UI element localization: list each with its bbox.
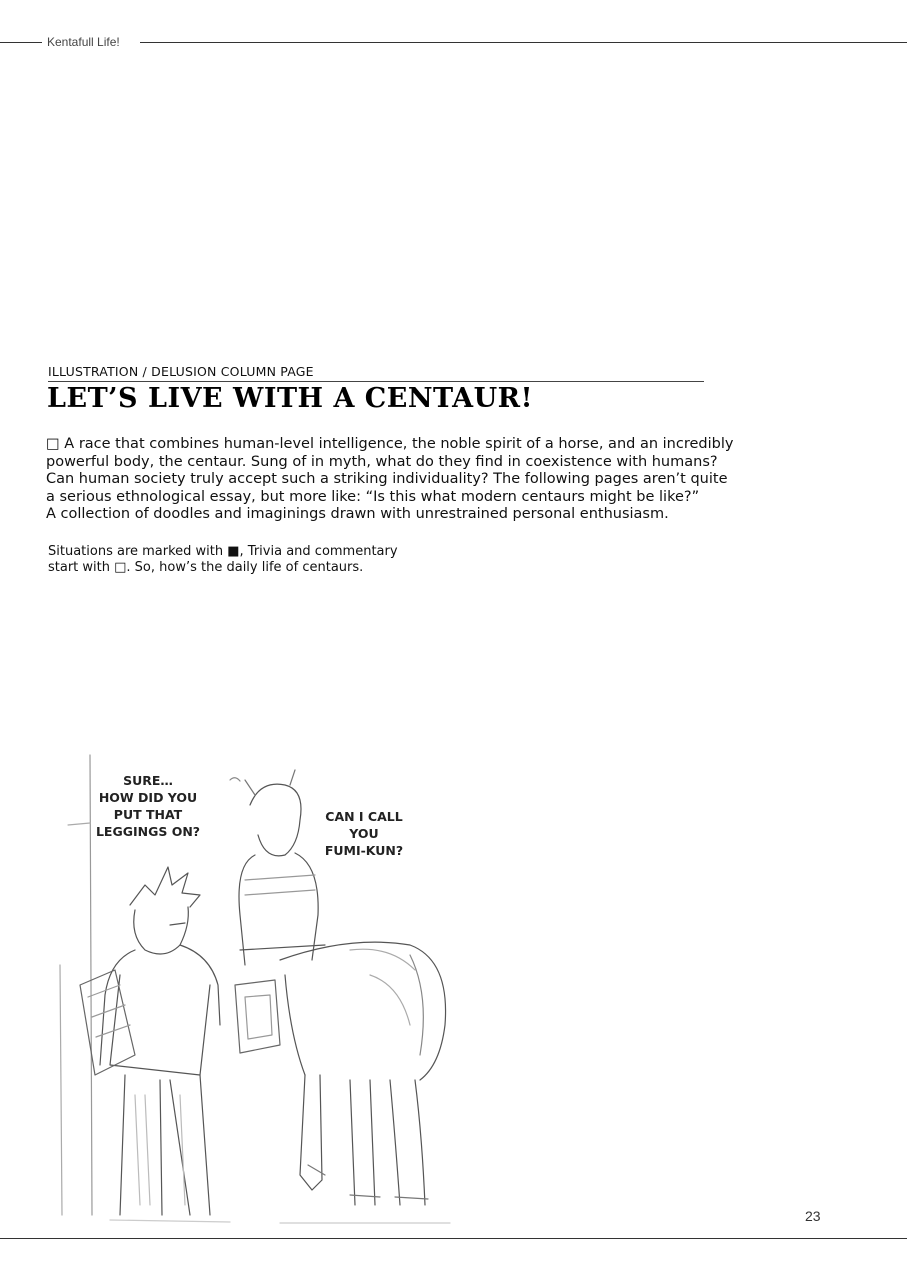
column-label: ILLUSTRATION / DELUSION COLUMN PAGE xyxy=(48,364,314,379)
speech-line: FUMI-KUN? xyxy=(324,843,404,858)
intro-paragraph xyxy=(46,436,746,524)
speech-line: CAN I CALL xyxy=(325,809,403,824)
intro-line: A collection of doodles and imaginings drawn with unrestrained personal enthusiasm. xyxy=(46,506,669,523)
legend-line: Situations are marked with ■, Trivia and commentary xyxy=(48,544,398,559)
intro-line: □ A race that combines human-level intelligence, the noble spirit of a horse, and an incredibly xyxy=(46,436,734,452)
speech-line: LEGGINGS ON? xyxy=(95,824,201,839)
title-rule xyxy=(48,381,704,382)
speech-line: SURE… xyxy=(123,773,173,788)
running-header: Kentafull Life! xyxy=(47,35,120,49)
header-rule-left xyxy=(0,42,42,43)
intro-line: Can human society truly accept such a striking individuality? The following pages aren’t quite xyxy=(46,471,728,488)
page-number: 23 xyxy=(805,1208,821,1224)
intro-line: powerful body, the centaur. Sung of in myth, what do they find in coexistence with humans? xyxy=(46,453,718,470)
speech-line: PUT THAT xyxy=(113,807,183,822)
speech-bubble-right xyxy=(318,808,410,859)
speech-line: YOU xyxy=(349,826,379,841)
intro-line: a serious ethnological essay, but more like: “Is this what modern centaurs might be like?” xyxy=(46,488,700,505)
legend-note xyxy=(48,544,428,576)
legend-line: start with □. So, how’s the daily life of centaurs. xyxy=(48,560,364,575)
speech-bubble-left xyxy=(92,772,204,840)
page-title: LET’S LIVE WITH A CENTAUR! xyxy=(47,383,533,414)
header-rule-right xyxy=(140,42,907,43)
footer-rule xyxy=(0,1238,907,1239)
speech-line: HOW DID YOU xyxy=(98,790,198,805)
